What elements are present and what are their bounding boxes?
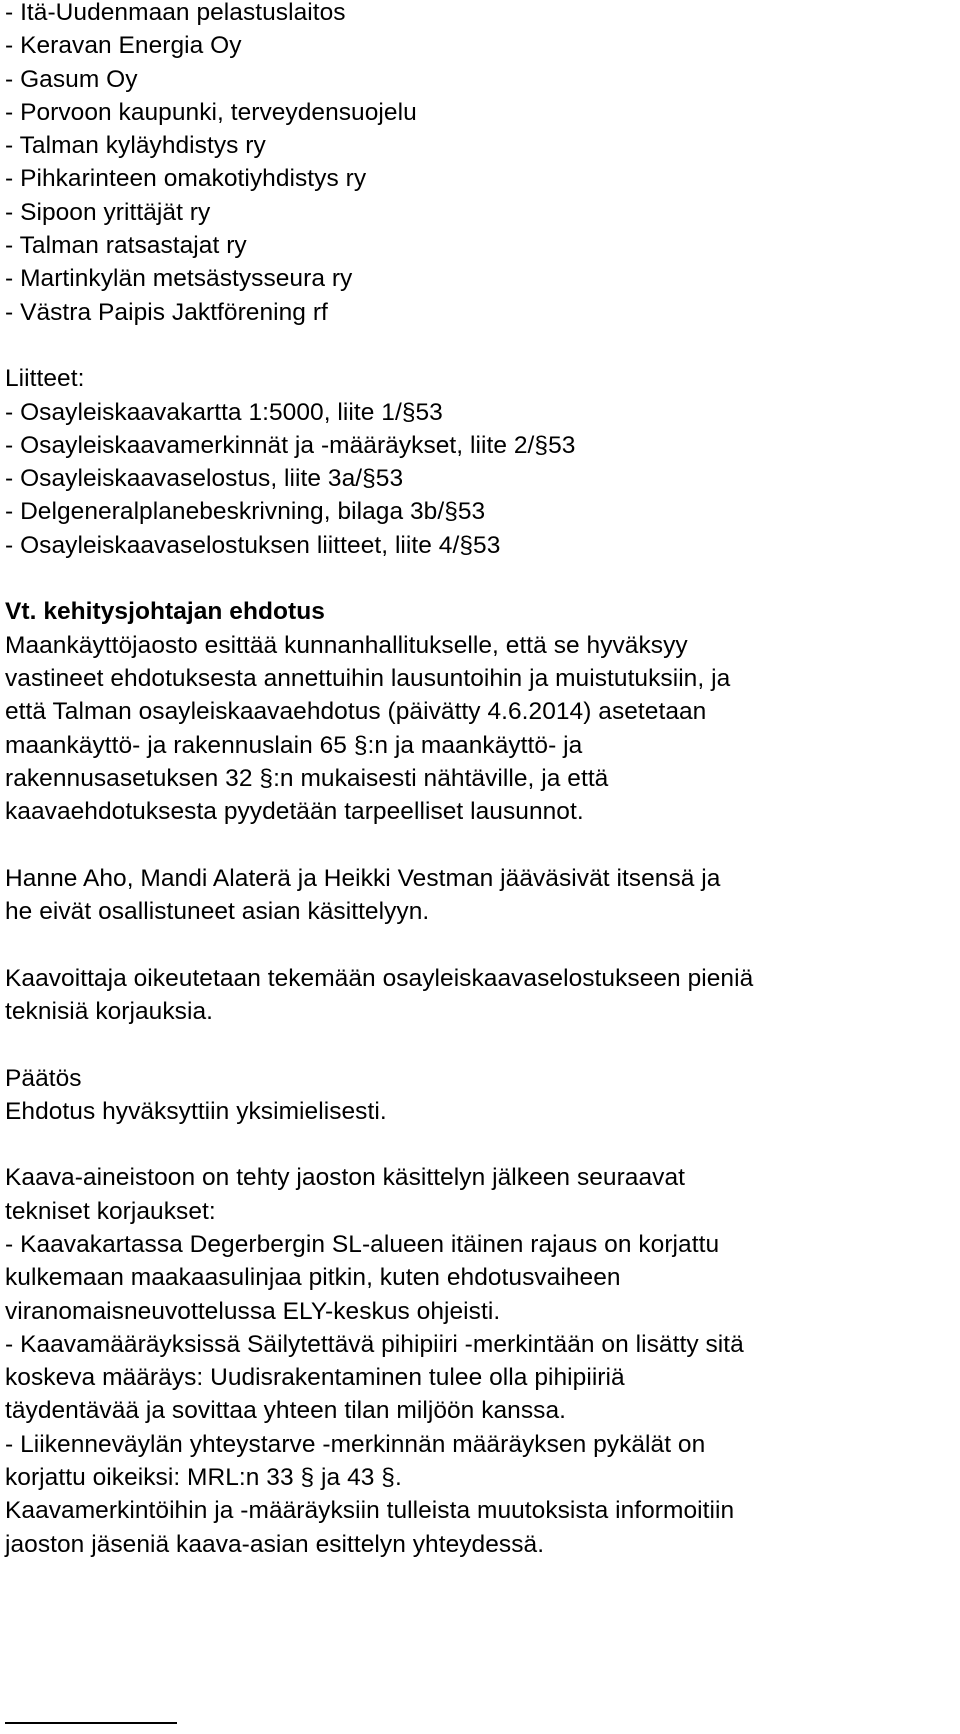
- attachment-item: - Delgeneralplanebeskrivning, bilaga 3b/§53: [5, 498, 486, 526]
- correction-line: täydentävää ja sovittaa yhteen tilan miljöön kanssa.: [5, 1397, 566, 1425]
- correction-line: Kaava-aineistoon on tehty jaoston käsittelyn jälkeen seuraavat: [5, 1164, 685, 1192]
- list-item: - Sipoon yrittäjät ry: [5, 198, 211, 226]
- spacer: [5, 329, 957, 362]
- decision-section: [5, 1062, 957, 1129]
- corrections-authorization-line: Kaavoittaja oikeutetaan tekemään osayleiskaavaselostukseen pieniä: [5, 964, 754, 992]
- correction-line: tekniset korjaukset:: [5, 1197, 216, 1225]
- decision-heading: Päätös: [5, 1064, 82, 1092]
- proposal-line: kaavaehdotuksesta pyydetään tarpeelliset lausunnot.: [5, 798, 584, 826]
- correction-line: kulkemaan maakaasulinjaa pitkin, kuten ehdotusvaiheen: [5, 1264, 621, 1292]
- correction-line: jaoston jäseniä kaava-asian esittelyn yhteydessä.: [5, 1530, 545, 1558]
- attachment-item: - Osayleiskaavamerkinnät ja -määräykset, liite 2/§53: [5, 431, 576, 459]
- spacer: [5, 562, 957, 595]
- list-item: - Pihkarinteen omakotiyhdistys ry: [5, 165, 367, 193]
- document-body: [5, 0, 957, 1561]
- proposal-section: [5, 595, 957, 1028]
- list-item: - Västra Paipis Jaktförening rf: [5, 298, 328, 326]
- list-item: - Gasum Oy: [5, 65, 138, 93]
- list-item: - Porvoon kaupunki, terveydensuojelu: [5, 98, 417, 126]
- proposal-line: maankäyttö- ja rakennuslain 65 §:n ja maankäyttö- ja: [5, 731, 583, 759]
- proposal-line: että Talman osayleiskaavaehdotus (päivätty 4.6.2014) asetetaan: [5, 698, 707, 726]
- proposal-heading: Vt. kehitysjohtajan ehdotus: [5, 598, 325, 626]
- technical-corrections-section: [5, 1161, 957, 1561]
- spacer: [5, 1028, 957, 1061]
- list-item: - Keravan Energia Oy: [5, 32, 242, 60]
- attachment-item: - Osayleiskaavaselostuksen liitteet, liite 4/§53: [5, 531, 501, 559]
- list-item: - Talman kyläyhdistys ry: [5, 132, 266, 160]
- decision-text: Ehdotus hyväksyttiin yksimielisesti.: [5, 1097, 387, 1125]
- correction-line: - Liikenneväylän yhteystarve -merkinnän määräyksen pykälät on: [5, 1430, 706, 1458]
- proposal-line: vastineet ehdotuksesta annettuihin lausuntoihin ja muistutuksiin, ja: [5, 664, 731, 692]
- distribution-list: [5, 0, 957, 329]
- correction-line: viranomaisneuvottelussa ELY-keskus ohjeisti.: [5, 1297, 501, 1325]
- footnote-divider: [5, 1722, 177, 1724]
- spacer: [5, 928, 957, 961]
- correction-line: - Kaavakartassa Degerbergin SL-alueen itäinen rajaus on korjattu: [5, 1230, 720, 1258]
- correction-line: - Kaavamääräyksissä Säilytettävä pihipiiri -merkintään on lisätty sitä: [5, 1330, 744, 1358]
- proposal-line: rakennusasetuksen 32 §:n mukaisesti nähtäville, ja että: [5, 764, 609, 792]
- correction-line: Kaavamerkintöihin ja -määräyksiin tulleista muutoksista informoitiin: [5, 1497, 735, 1525]
- corrections-authorization-line: teknisiä korjauksia.: [5, 997, 213, 1025]
- attachments-heading: Liitteet:: [5, 365, 85, 393]
- attachment-item: - Osayleiskaavaselostus, liite 3a/§53: [5, 465, 404, 493]
- attachments-section: [5, 362, 957, 562]
- proposal-line: Maankäyttöjaosto esittää kunnanhallitukselle, että se hyväksyy: [5, 631, 688, 659]
- attachment-item: - Osayleiskaavakartta 1:5000, liite 1/§53: [5, 398, 443, 426]
- list-item: - Talman ratsastajat ry: [5, 232, 247, 260]
- list-item: - Itä-Uudenmaan pelastuslaitos: [5, 0, 346, 26]
- disqualification-line: Hanne Aho, Mandi Alaterä ja Heikki Vestman jääväsivät itsensä ja: [5, 864, 721, 892]
- correction-line: koskeva määräys: Uudisrakentaminen tulee olla pihipiiriä: [5, 1364, 625, 1392]
- spacer: [5, 1128, 957, 1161]
- disqualification-line: he eivät osallistuneet asian käsittelyyn.: [5, 898, 430, 926]
- correction-line: korjattu oikeiksi: MRL:n 33 § ja 43 §.: [5, 1464, 402, 1492]
- list-item: - Martinkylän metsästysseura ry: [5, 265, 353, 293]
- spacer: [5, 828, 957, 861]
